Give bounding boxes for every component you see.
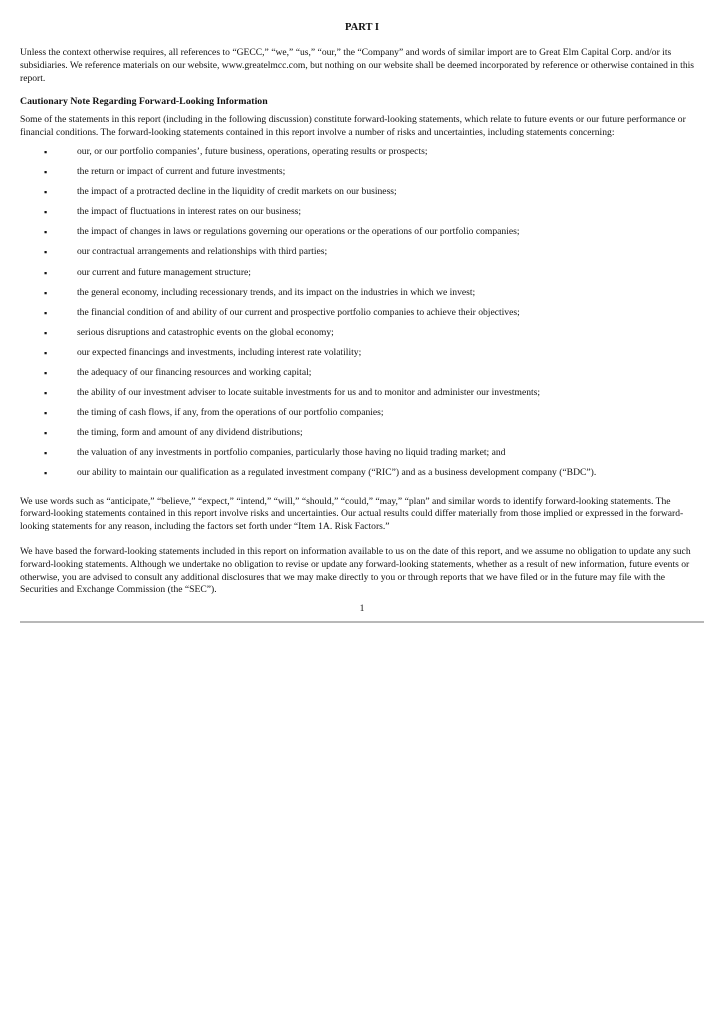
- page-number: 1: [359, 603, 365, 615]
- list-item-text: the valuation of any investments in portfolio companies, particularly those having no liquid trading market; and: [77, 447, 506, 459]
- intro-paragraph: Unless the context otherwise requires, all references to “GECC,” “we,” “us,” “our,” the “Company” and words of similar import are to Great Elm Capital Corp. and/or its subsidiaries. We reference materials on our website, www.greatelmcc.com, but nothing on our website shall be deemed incorporated by reference or otherwise contained in this report.: [20, 47, 695, 84]
- list-item: [20, 327, 704, 347]
- forward-looking-bullet-list: [20, 146, 704, 488]
- bullet-icon: ▪: [44, 247, 48, 258]
- list-item-text: the impact of changes in laws or regulations governing our operations or the operations of our portfolio companies;: [77, 226, 520, 238]
- list-item: [20, 166, 704, 186]
- bullet-icon: ▪: [44, 307, 48, 318]
- list-item-text: the adequacy of our financing resources and working capital;: [77, 367, 312, 379]
- list-item: [20, 287, 704, 307]
- list-item: [20, 307, 704, 327]
- list-item-text: our ability to maintain our qualification as a regulated investment company (“RIC”) and as a business development company (“BDC”).: [77, 467, 597, 479]
- list-item-text: the timing of cash flows, if any, from the operations of our portfolio companies;: [77, 407, 384, 419]
- list-item: [20, 186, 704, 206]
- bullet-icon: ▪: [44, 408, 48, 419]
- list-item-text: the impact of a protracted decline in the liquidity of credit markets on our business;: [77, 186, 397, 198]
- list-item: [20, 447, 704, 467]
- bullet-icon: ▪: [44, 448, 48, 459]
- bullet-icon: ▪: [44, 207, 48, 218]
- bullet-icon: ▪: [44, 368, 48, 379]
- list-item: [20, 387, 704, 407]
- list-item-text: serious disruptions and catastrophic events on the global economy;: [77, 326, 334, 338]
- list-item-text: our, or our portfolio companies’, future business, operations, operating results or prospects;: [77, 145, 428, 157]
- words-paragraph: We use words such as “anticipate,” “believe,” “expect,” “intend,” “will,” “should,” “could,” “may,” “plan” and similar words to identify forward-looking statements. The forward-looking statements contained in this report involve risks and uncertainties. Our actual results could differ materially from those implied or expressed in the forward-looking statements for any reason, including the factors set forth under “Item 1A. Risk Factors.”: [20, 495, 684, 533]
- list-item-text: our expected financings and investments, including interest rate volatility;: [77, 346, 362, 358]
- bullet-icon: ▪: [44, 428, 48, 439]
- list-item: [20, 267, 704, 287]
- cautionary-heading: Cautionary Note Regarding Forward-Looking Information: [20, 96, 268, 108]
- list-item: [20, 146, 704, 166]
- list-item: [20, 467, 704, 487]
- bullet-icon: ▪: [44, 227, 48, 238]
- bullet-icon: ▪: [44, 287, 48, 298]
- list-item-text: the ability of our investment adviser to locate suitable investments for us and to monitor and administer our investments;: [77, 387, 541, 399]
- list-item: [20, 367, 704, 387]
- page-divider: [20, 621, 704, 623]
- bullet-icon: ▪: [44, 347, 48, 358]
- list-item-text: the timing, form and amount of any dividend distributions;: [77, 427, 303, 439]
- bullet-icon: ▪: [44, 388, 48, 399]
- bullet-icon: ▪: [44, 146, 48, 157]
- list-item: [20, 427, 704, 447]
- based-paragraph: We have based the forward-looking statements included in this report on information available to us on the date of this report, and we assume no obligation to update any such forward-looking statements. Although we undertake no obligation to revise or update any forward-looking statements, whether as a result of new information, future events or otherwise, you are advised to consult any additional disclosures that we may make directly to you or through reports that we have filed or in the future may file with the Securities and Exchange Commission (the “SEC”).: [20, 545, 691, 596]
- list-item-text: the general economy, including recessionary trends, and its impact on the industries in which we invest;: [77, 286, 476, 298]
- list-item-text: our contractual arrangements and relationships with third parties;: [77, 246, 328, 258]
- bullet-icon: ▪: [44, 468, 48, 479]
- list-item-text: the return or impact of current and future investments;: [77, 166, 286, 178]
- bullet-icon: ▪: [44, 327, 48, 338]
- cautionary-paragraph: Some of the statements in this report (including in the following discussion) constitute forward-looking statements, which relate to future events or our future performance or financial conditions. The forward-looking statements contained in this report involve a number of risks and uncertainties, including statements concerning:: [20, 114, 686, 139]
- list-item-text: the impact of fluctuations in interest rates on our business;: [77, 206, 302, 218]
- bullet-icon: ▪: [44, 267, 48, 278]
- list-item: [20, 246, 704, 266]
- list-item: [20, 206, 704, 226]
- list-item: [20, 407, 704, 427]
- list-item-text: the financial condition of and ability of our current and prospective portfolio companies to achieve their objectives;: [77, 306, 520, 318]
- list-item: [20, 347, 704, 367]
- part-heading: PART I: [345, 22, 379, 33]
- bullet-icon: ▪: [44, 167, 48, 178]
- list-item: [20, 226, 704, 246]
- list-item-text: our current and future management structure;: [77, 266, 251, 278]
- bullet-icon: ▪: [44, 187, 48, 198]
